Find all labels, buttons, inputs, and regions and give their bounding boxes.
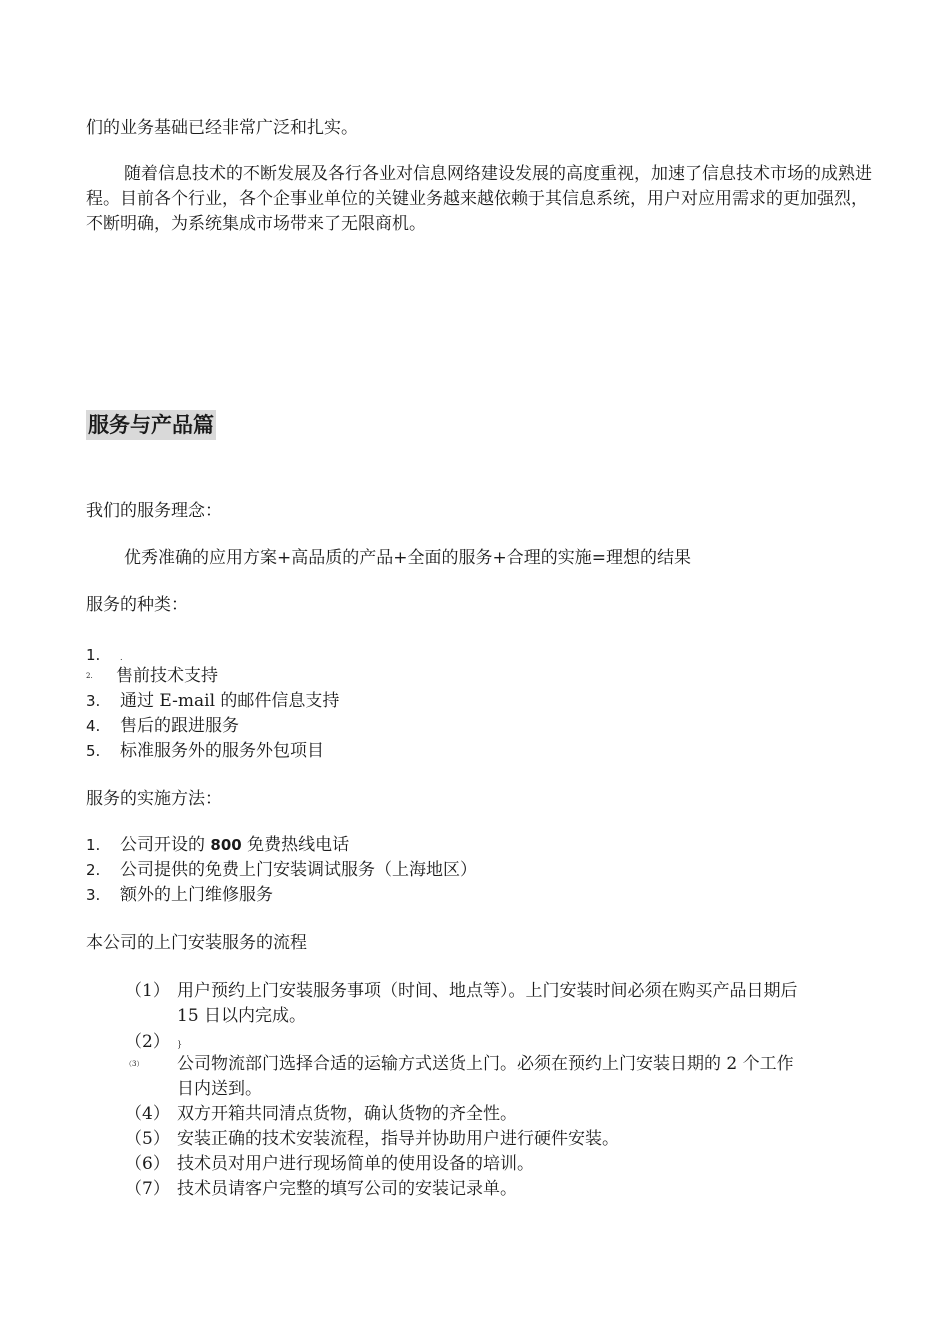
list-item: 2. 公司提供的免费上门安装调试服务（上海地区）: [86, 860, 477, 880]
list-item: （6） 技术员对用户进行现场简单的使用设备的培训。: [125, 1154, 534, 1174]
philosophy-label: 我们的服务理念：: [86, 501, 222, 521]
section-heading: 服务与产品篇: [86, 410, 216, 440]
list-item: （5） 安装正确的技术安装流程，指导并协助用户进行硬件安装。: [125, 1129, 619, 1149]
process-label: 本公司的上门安装服务的流程: [86, 933, 307, 953]
list-item: 4. 售后的跟进服务: [86, 716, 239, 736]
list-item: 3. 通过 E-mail 的邮件信息支持: [86, 691, 340, 711]
list-item: （2） }: [125, 1032, 183, 1052]
list-item: （1） 用户预约上门安装服务事项（时间、地点等）。上门安装时间必须在购买产品日期后 15 日以内完成。: [125, 981, 798, 1026]
list-item: 5. 标准服务外的服务外包项目: [86, 741, 324, 761]
intro-line: 们的业务基础已经非常广泛和扎实。: [86, 118, 358, 138]
list-item: 3. 额外的上门维修服务: [86, 885, 273, 905]
list-item: （3） 公司物流部门选择合适的运输方式送货上门。必须在预约上门安装日期的 2 个工作 日内送到。: [125, 1054, 794, 1099]
list-item: 2. 售前技术支持: [86, 666, 218, 686]
intro-paragraph: 随着信息技术的不断发展及各行各业对信息网络建设发展的高度重视，加速了信息技术市场的成熟进程。目前各个行业，各个企事业单位的关键业务越来越依赖于其信息系统，用户对应用需求的更加强烈，不断明确，为系统集成市场带来了无限商机。: [86, 164, 872, 234]
list-item: 1. .: [86, 646, 123, 664]
list-item: （4） 双方开箱共同清点货物，确认货物的齐全性。: [125, 1104, 517, 1124]
types-label: 服务的种类：: [86, 595, 188, 615]
philosophy-text: 优秀准确的应用方案+高品质的产品+全面的服务+合理的实施=理想的结果: [124, 548, 691, 568]
methods-label: 服务的实施方法：: [86, 789, 222, 809]
list-item: 1. 公司开设的 800 免费热线电话: [86, 835, 350, 855]
list-item: （7） 技术员请客户完整的填写公司的安装记录单。: [125, 1179, 517, 1199]
